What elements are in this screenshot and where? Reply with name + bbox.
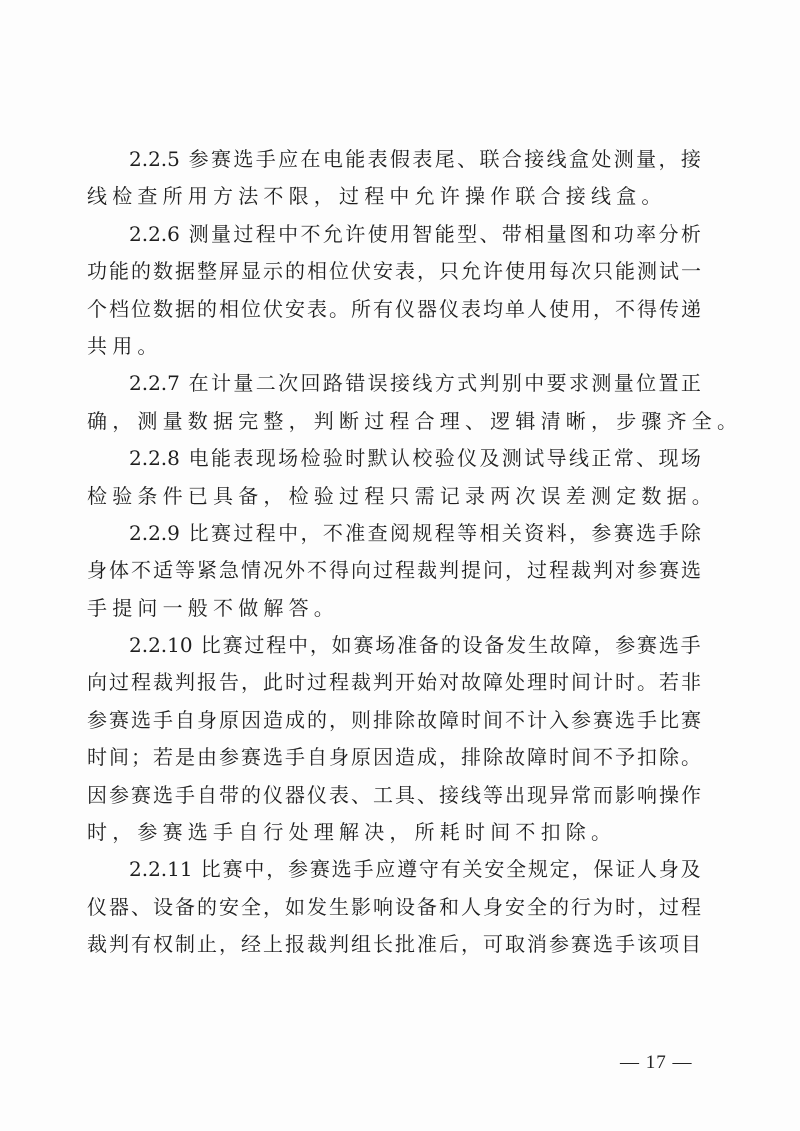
text-line: 2.2.9 比 赛 过 程 中 ， 不 准 查 阅 规 程 等 相 关 资 料 ， 参 赛 选 手 除 [129, 520, 701, 545]
text-line: 线检查所用方法不限，过程中允许操作联合接线盒。 [87, 184, 667, 209]
text-line: 确，测量数据完整，判断过程合理、逻辑清晰，步骤齐全。 [87, 408, 743, 433]
text-line: 时 间 ； 若 是 由 参 赛 选 手 自 身 原 因 造 成 ， 排 除 故 障 时 间 不 予 扣 除 。 [87, 745, 701, 770]
text-line: 共用。 [87, 333, 163, 358]
text-line: 功 能 的 数 据 整 屏 显 示 的 相 位 伏 安 表 ， 只 允 许 使 用 每 次 只 能 测 试 一 [87, 259, 701, 284]
text-line: 参 赛 选 手 自 身 原 因 造 成 的 ， 则 排 除 故 障 时 间 不 计 入 参 赛 选 手 比 赛 [87, 707, 701, 732]
text-line: 2.2.11 比 赛 中 ， 参 赛 选 手 应 遵 守 有 关 安 全 规 定 ， 保 证 人 身 及 [129, 857, 701, 882]
text-line: 2.2.10 比 赛 过 程 中 ， 如 赛 场 准 备 的 设 备 发 生 故 障 ， 参 赛 选 手 [129, 633, 701, 658]
page-number: — 17 — [620, 1052, 693, 1073]
text-line: 个 档 位 数 据 的 相 位 伏 安 表 。 所 有 仪 器 仪 表 均 单 人 使 用 ， 不 得 传 递 [87, 296, 701, 321]
body-text [87, 141, 743, 964]
text-line: 仪 器 、 设 备 的 安 全 ， 如 发 生 影 响 设 备 和 人 身 安 全 的 行 为 时 ， 过 程 [87, 894, 701, 919]
text-line: 时，参赛选手自行处理解决，所耗时间不扣除。 [87, 820, 617, 845]
text-line: 裁 判 有 权 制 止 ， 经 上 报 裁 判 组 长 批 准 后 ， 可 取 消 参 赛 选 手 该 项 目 [87, 932, 701, 957]
text-line: 检验条件已具备，检验过程只需记录两次误差测定数据。 [87, 483, 717, 508]
text-line: 手提问一般不做解答。 [87, 595, 339, 620]
text-line: 2.2.5 参 赛 选 手 应 在 电 能 表 假 表 尾 、 联 合 接 线 盒 处 测 量 ， 接 [129, 147, 701, 171]
text-line: 身 体 不 适 等 紧 急 情 况 外 不 得 向 过 程 裁 判 提 问 ， 过 程 裁 判 对 参 赛 选 [87, 558, 701, 583]
text-line: 2.2.6 测 量 过 程 中 不 允 许 使 用 智 能 型 、 带 相 量 图 和 功 率 分 析 [129, 221, 701, 246]
text-line: 向 过 程 裁 判 报 告 ， 此 时 过 程 裁 判 开 始 对 故 障 处 理 时 间 计 时 。 若 非 [87, 670, 701, 695]
text-line: 2.2.8 电 能 表 现 场 检 验 时 默 认 校 验 仪 及 测 试 导 线 正 常 、 现 场 [129, 446, 701, 471]
text-line: 因 参 赛 选 手 自 带 的 仪 器 仪 表 、 工 具 、 接 线 等 出 现 异 常 而 影 响 操 作 [87, 782, 701, 807]
text-line: 2.2.7 在 计 量 二 次 回 路 错 误 接 线 方 式 判 别 中 要 求 测 量 位 置 正 [129, 371, 701, 396]
